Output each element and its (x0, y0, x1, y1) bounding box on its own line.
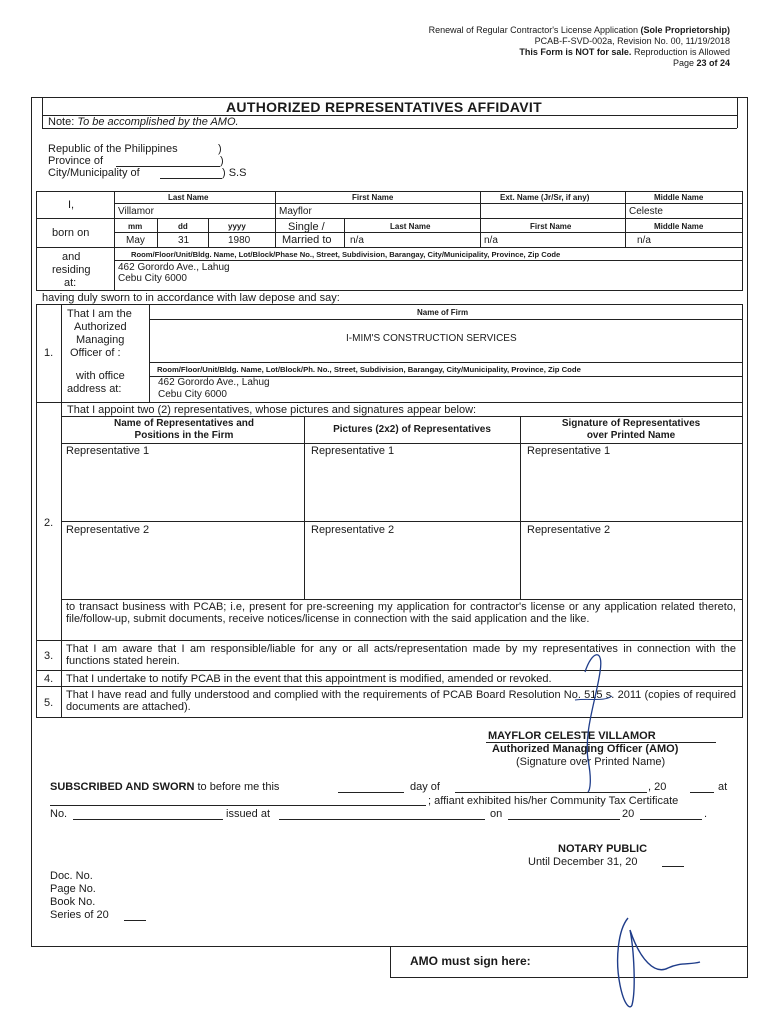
firm-name-header: Name of Firm (417, 308, 469, 317)
form-header-line3: This Form is NOT for sale. Reproduction is Allowed (519, 47, 730, 57)
office-address-header: Room/Floor/Unit/Bldg. Name, Lot/Block/Ph. No., Street, Subdivision, Barangay, City/Municipality, Province, Zip Code (157, 365, 581, 374)
jurat-no: No. (50, 808, 68, 820)
jurat-dot: . (704, 808, 708, 820)
spouse-last-name-label: Last Name (390, 222, 431, 231)
status-married-label: Married to (282, 234, 332, 246)
amo-title: Authorized Managing Officer (AMO) (492, 743, 679, 755)
item5-number: 5. (44, 697, 54, 709)
item3-number: 3. (44, 650, 54, 662)
reps-col-name-header: Name of Representatives and Positions in the Firm (113, 418, 255, 441)
jurat-on: on (490, 808, 503, 820)
reps-col-picture-header: Pictures (2x2) of Representatives (333, 424, 491, 435)
item4-text: That I undertake to notify PCAB in the event that this appointment is modified, amended or revoked. (66, 673, 552, 685)
mm-label: mm (128, 222, 143, 231)
jurat-affiant: ; affiant exhibited his/her Community Tax Certificate (428, 795, 679, 807)
spouse-middle-name-value[interactable]: n/a (637, 235, 651, 246)
rep1-picture-cell[interactable]: Representative 1 (311, 445, 395, 457)
form-header-line2: PCAB-F-SVD-002a, Revision No. 00, 11/19/2018 (534, 36, 730, 46)
residing-label-2: residing (52, 264, 91, 276)
col-last-name: Last Name (168, 193, 209, 202)
jurat-twenty-2: 20 (622, 808, 635, 820)
venue-paren-2: ) (220, 155, 224, 167)
residence-address-line1[interactable]: 462 Gorordo Ave., Lahug (118, 262, 230, 273)
jurat-day-of: day of (410, 781, 440, 793)
residence-address-header: Room/Floor/Unit/Bldg. Name, Lot/Block/Phase No., Street, Subdivision, Barangay, City/Municipality, Province, Zip Code (131, 250, 561, 259)
item2-intro: That I appoint two (2) representatives, whose pictures and signatures appear below: (67, 404, 477, 416)
form-header-line1: Renewal of Regular Contractor's License Application (Sole Proprietorship) (428, 25, 730, 35)
jurat-twenty: , 20 (648, 781, 667, 793)
item3-text: That I am aware that I am responsible/liable for any or all acts/representation made by my representatives in connection with the functions stated herein. (66, 643, 736, 667)
office-label-2: address at: (67, 383, 122, 395)
item1-label-4: Officer of : (70, 347, 121, 359)
rep1-signature-cell[interactable]: Representative 1 (527, 445, 611, 457)
col-first-name: First Name (352, 193, 394, 202)
birth-month-value[interactable]: May (126, 235, 145, 246)
born-on-label: born on (52, 227, 90, 239)
rep2-name-cell[interactable]: Representative 2 (66, 524, 150, 536)
office-label-1: with office (76, 370, 125, 382)
birth-year-value[interactable]: 1980 (228, 235, 251, 246)
form-header-line4: Page 23 of 24 (672, 58, 730, 68)
rep2-signature-cell[interactable]: Representative 2 (527, 524, 611, 536)
item4-number: 4. (44, 673, 54, 685)
residing-label-1: and (62, 251, 81, 263)
firm-name-value[interactable]: I-MIM'S CONSTRUCTION SERVICES (346, 333, 517, 344)
jurat-at: at (718, 781, 728, 793)
amo-printed-name: MAYFLOR CELESTE VILLAMOR (488, 730, 656, 742)
col-ext-name: Ext. Name (Jr/Sr, if any) (500, 193, 590, 202)
item2-number: 2. (44, 517, 54, 529)
item1-number: 1. (44, 347, 54, 359)
venue-republic: Republic of the Philippines (48, 143, 178, 155)
spouse-first-name-label: First Name (530, 222, 572, 231)
venue-province: Province of (48, 155, 104, 167)
page-no: Page No. (50, 883, 96, 895)
jurat-issued-at: issued at (226, 808, 271, 820)
amo-sign-here-label: AMO must sign here: (410, 954, 531, 968)
book-no: Book No. (50, 896, 96, 908)
status-single-label: Single / (288, 221, 325, 233)
reps-col-signature-header: Signature of Representatives over Printed Name (561, 418, 701, 441)
dd-label: dd (178, 222, 188, 231)
i-label: I, (68, 199, 75, 211)
item1-label-3: Managing (76, 334, 125, 346)
first-name-value[interactable]: Mayflor (279, 206, 312, 217)
notary-public-label: NOTARY PUBLIC (558, 843, 648, 855)
col-middle-name: Middle Name (654, 193, 704, 202)
amo-signature-caption: (Signature over Printed Name) (516, 756, 666, 768)
office-address-line2[interactable]: Cebu City 6000 (158, 389, 227, 400)
form-note: Note: To be accomplished by the AMO. (48, 116, 239, 128)
item1-label-2: Authorized (74, 321, 127, 333)
rep1-name-cell[interactable]: Representative 1 (66, 445, 150, 457)
residence-address-line2[interactable]: Cebu City 6000 (118, 273, 187, 284)
venue-ss: ) S.S (222, 167, 247, 179)
transact-paragraph: to transact business with PCAB; i.e, present for pre-screening my application for contractor's license or any application related thereto, file/follow-up, submit documents, receive notices/license in connection with the said application and the like. (66, 601, 736, 625)
office-address-line1[interactable]: 462 Gorordo Ave., Lahug (158, 377, 270, 388)
venue-city: City/Municipality of (48, 167, 140, 179)
notary-until: Until December 31, 20 (528, 856, 638, 868)
series-of: Series of 20 (50, 909, 109, 921)
spouse-last-name-value[interactable]: n/a (350, 235, 364, 246)
residing-label-3: at: (64, 277, 77, 289)
doc-no: Doc. No. (50, 870, 93, 882)
rep2-picture-cell[interactable]: Representative 2 (311, 524, 395, 536)
form-title: AUTHORIZED REPRESENTATIVES AFFIDAVIT (226, 99, 542, 115)
last-name-value[interactable]: Villamor (118, 206, 154, 217)
yyyy-label: yyyy (228, 222, 246, 231)
jurat-line1-start: SUBSCRIBED AND SWORN to before me this (50, 781, 280, 793)
item5-text: That I have read and fully understood and complied with the requirements of PCAB Board Resolution No. 515 s. 2011 (copies of required documents are attached). (66, 689, 736, 713)
birth-day-value[interactable]: 31 (178, 235, 190, 246)
spouse-first-name-value[interactable]: n/a (484, 235, 498, 246)
item1-label-1: That I am the (67, 308, 132, 320)
middle-name-value[interactable]: Celeste (629, 206, 663, 217)
venue-paren-1: ) (218, 143, 222, 155)
sworn-statement: having duly sworn to in accordance with law depose and say: (42, 292, 340, 304)
spouse-middle-name-label: Middle Name (654, 222, 704, 231)
